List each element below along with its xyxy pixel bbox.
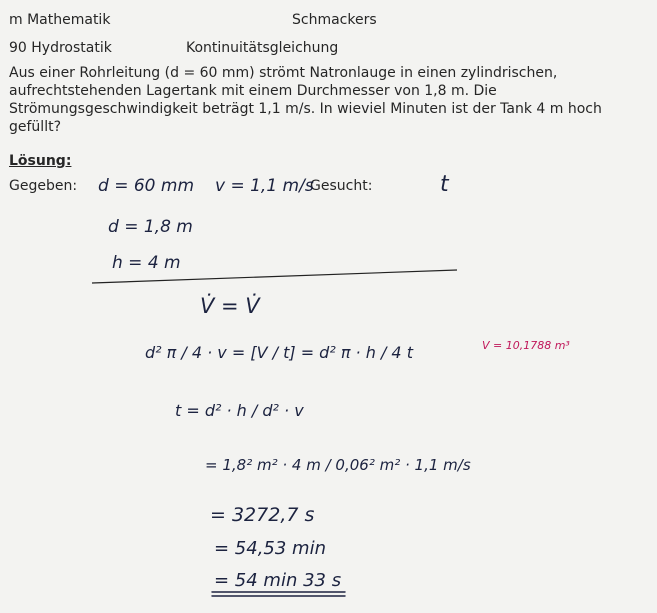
subject-label: m Mathematik — [9, 12, 111, 28]
given-hT: h = 4 m — [112, 253, 181, 273]
result-minutes-decimal: = 54,53 min — [214, 538, 326, 559]
sought-t: t — [440, 172, 449, 197]
given-vR: v = 1,1 m/s — [215, 176, 314, 196]
given-dT: d = 1,8 m — [108, 217, 193, 237]
problem-text: Aus einer Rohrleitung (d = 60 mm) strömt Natronlauge in einen zylindrischen, aufrechtstehenden Lagertank mit einem Durchmesser von 1,8 m. Die Strömungsgeschwindigkeit beträgt 1,1 m/s. In wieviel Minuten ist der Tank 4 m hoch gefüllt? — [9, 65, 602, 135]
given-label: Gegeben: — [9, 178, 78, 194]
given-dR: d = 60 mm — [98, 176, 194, 196]
result-final: = 54 min 33 s — [214, 570, 342, 591]
equation-continuity: V̇ = V̇ — [200, 294, 260, 318]
topic-label: Kontinuitätsgleichung — [186, 40, 339, 56]
series-label: Schmackers — [292, 12, 377, 28]
chapter-label: 90 Hydrostatik — [9, 40, 112, 56]
result-seconds: = 3272,7 s — [210, 504, 315, 526]
sought-label: Gesucht: — [310, 178, 373, 194]
equation-expanded: d² π / 4 · v = [V / t] = d² π · h / 4 t — [145, 343, 413, 362]
equation-t-formula: t = d² · h / d² · v — [175, 401, 304, 420]
solution-heading: Lösung: — [9, 153, 72, 169]
equation-substitution: = 1,8² m² · 4 m / 0,06² m² · 1,1 m/s — [205, 456, 471, 474]
side-note-volume: V = 10,1788 m³ — [482, 339, 570, 352]
